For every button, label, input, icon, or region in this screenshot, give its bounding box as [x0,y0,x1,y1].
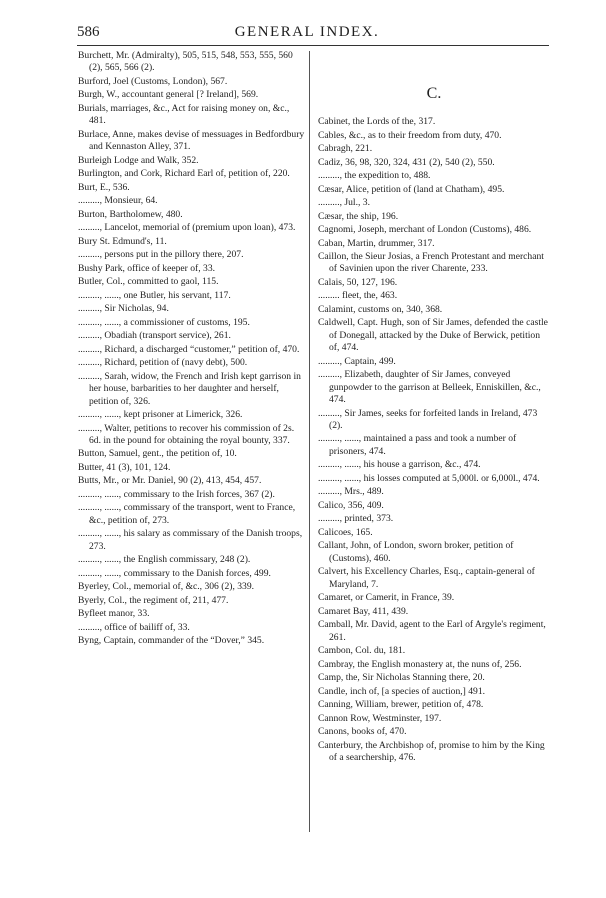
index-entry: ........., Elizabeth, daughter of Sir James, conveyed gunpowder to the garrison at Belleek, Enniskillen, &c., 474. [318,369,541,406]
index-entry: Caillon, the Sieur Josias, a French Protestant and merchant of Savinien upon the river Charente, 233. [318,251,544,275]
index-entry: ........., ......, a commissioner of customs, 195. [78,316,250,328]
column-divider [309,51,310,832]
index-entry: ........., the expedition to, 488. [318,170,431,181]
index-entry: Burleigh Lodge and Walk, 352. [78,154,199,166]
index-entry: Butter, 41 (3), 101, 124. [78,461,171,473]
running-title: GENERAL INDEX. [234,24,380,40]
index-entry: Byng, Captain, commander of the “Dover,” 345. [78,635,265,647]
index-entry: Burgh, W., accountant general [? Ireland], 569. [78,89,259,101]
index-entry: Calico, 356, 409. [318,499,384,511]
index-entry: ........., ......, maintained a pass and took a number of prisoners, 474. [318,433,517,457]
index-entry: ........., ......, his losses computed at 5,000l. or 6,000l., 474. [318,472,540,484]
page-number: 586 [77,24,100,40]
index-entry: ......... fleet, the, 463. [318,290,398,302]
index-entry: Cadiz, 36, 98, 320, 324, 431 (2), 540 (2), 550. [318,156,495,168]
index-entry: Byfleet manor, 33. [78,608,150,620]
index-entry: ........., ......, kept prisoner at Limerick, 326. [78,409,243,421]
index-entry: Byerley, Col., memorial of, &c., 306 (2), 339. [78,581,255,593]
index-entry: Canons, books of, 470. [318,726,407,738]
index-entry: ........., persons put in the pillory there, 207. [78,249,244,261]
index-entry: Caldwell, Capt. Hugh, son of Sir James, defended the castle of Donegall, attacked by the Duke of Berwick, petition of, 474. [318,317,548,354]
index-entry: Cambon, Col. du, 181. [318,645,406,657]
index-entry: ........., office of bailiff of, 33. [78,621,190,633]
index-entry: Calais, 50, 127, 196. [318,276,398,288]
right-index-column [318,50,550,765]
index-entry: Cannon Row, Westminster, 197. [318,712,442,724]
index-entry: Burchett, Mr. (Admiralty), 505, 515, 548, 553, 555, 560 (2), 565, 566 (2). [78,50,293,74]
index-entry: ........., Captain, 499. [318,355,396,367]
index-entry: Calamint, customs on, 340, 368. [318,303,443,315]
header-rule [77,45,549,46]
index-entry: ........., ......, his salary as commissary of the Danish troops, 273. [78,528,303,552]
index-entry: Canterbury, the Archbishop of, promise to him by the King of a searchership, 476. [318,739,545,763]
index-entry: Candle, inch of, [a species of auction,] 491. [318,685,486,697]
index-entry: ........., Obadiah (transport service), 261. [78,330,231,342]
index-entry: Camaret Bay, 411, 439. [318,605,409,617]
index-entry: Callant, John, of London, sworn broker, petition of (Customs), 460. [318,540,514,564]
index-entry: Cæsar, the ship, 196. [318,210,399,222]
index-entry: Byerly, Col., the regiment of, 211, 477. [78,594,229,606]
index-entry: ........., ......, his house a garrison, &c., 474. [318,459,481,471]
index-entry: ........., Sarah, widow, the French and Irish kept garrison in her house, barbarities to her daughter and herself, petition of, 326. [78,370,301,407]
index-entry: ........., Mrs., 489. [318,486,384,498]
index-entry: Burlington, and Cork, Richard Earl of, petition of, 220. [78,168,290,180]
index-entry: Burlace, Anne, makes devise of messuages in Bedfordbury and Kennaston Alley, 371. [78,128,305,153]
index-entry: Canning, William, brewer, petition of, 478. [318,699,484,711]
index-entry: ........., Sir James, seeks for forfeited lands in Ireland, 473 (2). [318,407,538,431]
index-entry: ........., Lancelot, memorial of (premium upon loan), 473. [78,222,296,234]
index-entry: Cables, &c., as to their freedom from duty, 470. [318,129,502,141]
index-entry: Burford, Joel (Customs, London), 567. [78,75,228,87]
index-entry: Cagnomi, Joseph, merchant of London (Customs), 486. [318,224,532,235]
index-entry: Burt, E., 536. [78,181,130,193]
index-entry: Cabragh, 221. [318,143,373,154]
index-entry: Cabinet, the Lords of the, 317. [318,116,436,127]
index-entry: ........., ......, commissary of the transport, went to France, &c., petition of, 273. [78,502,296,526]
index-entry: Burials, marriages, &c., Act for raising money on, &c., 481. [78,102,290,127]
index-entry: ........., Richard, a discharged “customer,” petition of, 470. [78,343,300,355]
index-entry: Cæsar, Alice, petition of (land at Chatham), 495. [318,183,505,195]
index-entry: Calvert, his Excellency Charles, Esq., captain-general of Maryland, 7. [318,566,535,590]
index-entry: ........., Richard, petition of (navy debt), 500. [78,357,248,369]
index-entry: ........., printed, 373. [318,513,394,525]
index-entry: ........., ......, commissary to the Danish forces, 499. [78,567,271,579]
index-entry: Button, Samuel, gent., the petition of, 10. [78,448,237,460]
index-entry: Butler, Col., committed to gaol, 115. [78,276,219,288]
index-entry: Bury St. Edmund's, 11. [78,235,167,247]
index-entry: ........., Monsieur, 64. [78,195,158,207]
right-entries [318,116,550,764]
section-letter-c: C. [426,85,442,102]
index-entry: Calicoes, 165. [318,526,373,538]
index-entry: Caban, Martin, drummer, 317. [318,237,435,249]
index-entry: Butts, Mr., or Mr. Daniel, 90 (2), 413, 454, 457. [78,475,262,487]
index-entry: ........., ......, one Butler, his servant, 117. [78,289,231,301]
index-entry: Camp, the, Sir Nicholas Stanning there, 20. [318,672,485,684]
index-entry: ........., Jul., 3. [318,197,370,208]
index-entry: ........., ......, commissary to the Irish forces, 367 (2). [78,488,275,500]
index-entry: Camball, Mr. David, agent to the Earl of Argyle's regiment, 261. [318,619,546,643]
index-entry: Cambray, the English monastery at, the nuns of, 256. [318,658,522,670]
index-entry: ........., ......, the English commissary, 248 (2). [78,554,251,566]
index-entry: ........., Sir Nicholas, 94. [78,303,169,315]
index-entry: Camaret, or Camerit, in France, 39. [318,592,455,604]
index-entry: Bushy Park, office of keeper of, 33. [78,262,216,274]
index-entry: ........., Walter, petitions to recover his commission of 2s. 6d. in the pound for obtaining the royal bounty, 337. [78,422,295,446]
index-entry: Burton, Bartholomew, 480. [78,208,183,220]
left-index-column [78,50,308,649]
